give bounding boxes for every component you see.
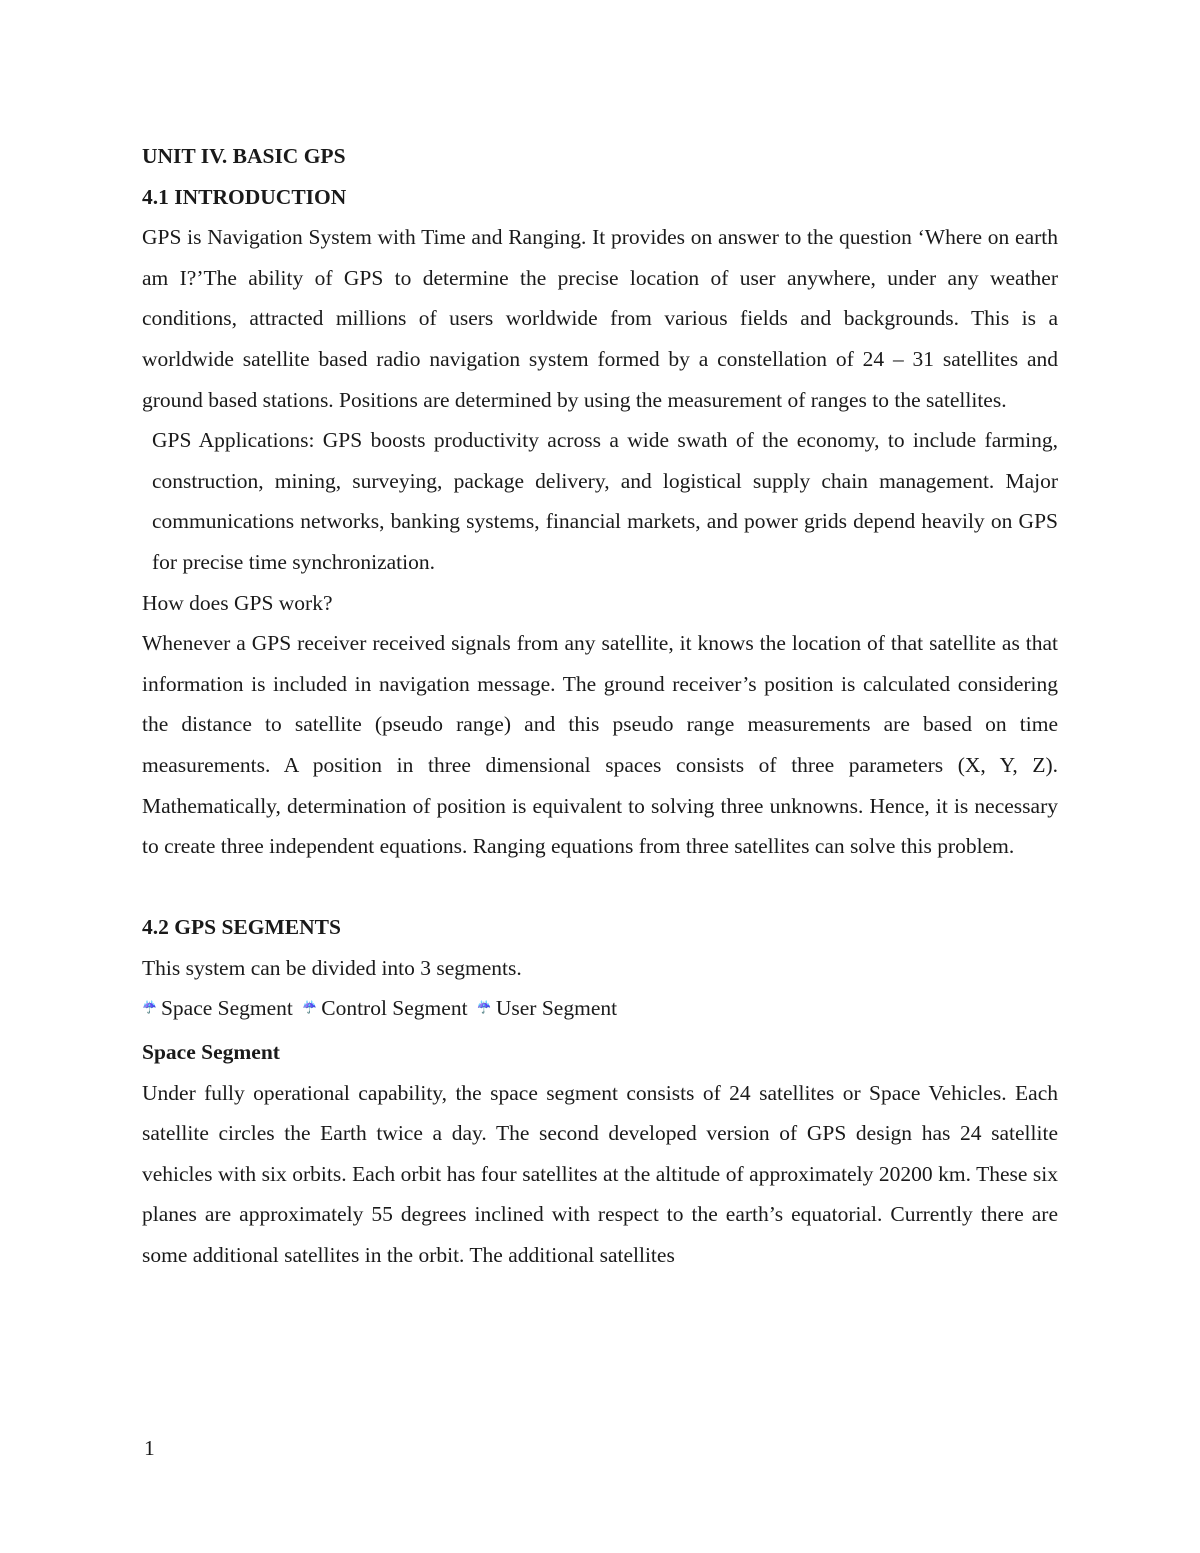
applications-paragraph: GPS Applications: GPS boosts productivity across a wide swath of the economy, to include farming, construction, mining, surveying, package delivery, and logistical supply chain management. Major communications networks, banking systems, financial markets, and power grids depend heavily on GPS for precise time synchronization. bbox=[152, 428, 1058, 574]
paragraph-spacer bbox=[142, 867, 1058, 908]
page-number: 1 bbox=[144, 1436, 155, 1460]
how-gps-works-paragraph: Whenever a GPS receiver received signals from any satellite, it knows the location of that satellite as that information is included in navigation message. The ground receiver’s position is calculated considering the distance to satellite (pseudo range) and this pseudo range measurements are based on time measurements. A position in three dimensional spaces consists of three parameters (X, Y, Z). Mathematically, determination of position is equivalent to solving three unknowns. Hence, it is necessary to create three independent equations. Ranging equations from three satellites can solve this problem. bbox=[142, 631, 1058, 859]
space-segment-heading: Space Segment bbox=[142, 1040, 280, 1065]
space-segment-paragraph: Under fully operational capability, the space segment consists of 24 satellites or Space Vehicles. Each satellite circles the Earth twice a day. The second developed version of GPS design has 24 satellite vehicles with six orbits. Each orbit has four satellites at the altitude of approximately 20200 km. These six planes are approximately 55 degrees inclined with respect to the earth’s equatorial. Currently there are some additional satellites in the orbit. The additional satellites bbox=[142, 1080, 1058, 1268]
unit-title: UNIT IV. BASIC GPS bbox=[142, 144, 346, 168]
segment-item-user: User Segment bbox=[495, 996, 618, 1021]
how-gps-works-heading: How does GPS work? bbox=[142, 590, 333, 615]
segment-list bbox=[142, 988, 1058, 1032]
section-heading-introduction: 4.1 INTRODUCTION bbox=[142, 184, 347, 209]
bullet-icon: ☔ bbox=[142, 1000, 157, 1015]
intro-paragraph: GPS is Navigation System with Time and Ranging. It provides on answer to the question ‘Where on earth am I?’The ability of GPS to determine the precise location of user anywhere, under any weather conditions, attracted millions of users worldwide from various fields and backgrounds. This is a worldwide satellite based radio navigation system formed by a constellation of 24 – 31 satellites and ground based stations. Positions are determined by using the measurement of ranges to the satellites. bbox=[142, 225, 1058, 412]
segment-item-control: Control Segment bbox=[321, 996, 468, 1021]
section-heading-gps-segments: 4.2 GPS SEGMENTS bbox=[142, 915, 341, 940]
segment-item-space: Space Segment bbox=[160, 996, 293, 1021]
segments-intro: This system can be divided into 3 segments. bbox=[142, 955, 522, 980]
bullet-icon: ☔ bbox=[476, 1000, 492, 1015]
document-body bbox=[142, 136, 1058, 1276]
bullet-icon: ☔ bbox=[302, 1000, 318, 1015]
